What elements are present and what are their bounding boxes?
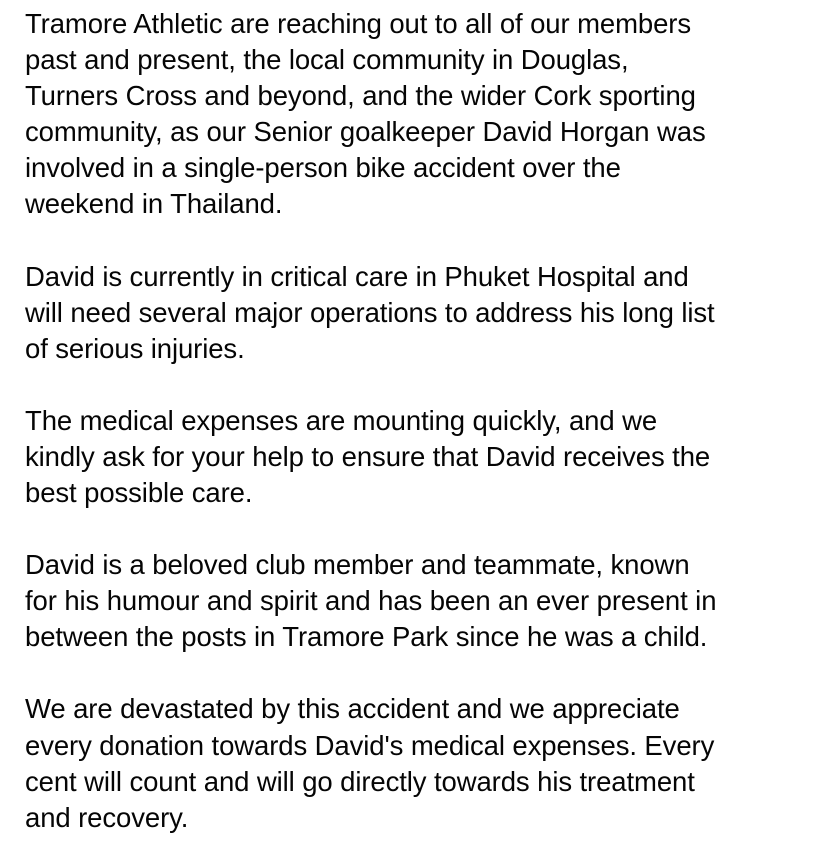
text-line: weekend in Thailand.	[25, 188, 283, 220]
text-line: Tramore Athletic are reaching out to all of our members	[25, 8, 692, 39]
text-line: kindly ask for your help to ensure that David receives the	[25, 440, 711, 472]
text-line: best possible care.	[25, 477, 253, 509]
paragraph-about-david	[25, 547, 825, 655]
text-line: involved in a single-person bike accident over the	[25, 152, 621, 184]
paragraph-expenses	[25, 403, 825, 511]
text-line: Turners Cross and beyond, and the wider Cork sporting	[25, 80, 696, 112]
text-line: every donation towards David's medical expenses. Every	[25, 729, 715, 761]
text-line: will need several major operations to address his long list	[25, 296, 715, 328]
text-line: cent will count and will go directly towards his treatment	[25, 765, 695, 797]
text-line: past and present, the local community in Douglas,	[25, 44, 629, 76]
paragraph-donation	[25, 691, 825, 835]
text-line: between the posts in Tramore Park since he was a child.	[25, 621, 708, 653]
text-line: for his humour and spirit and has been an ever present in	[25, 585, 717, 617]
text-line: and recovery.	[25, 801, 189, 833]
paragraph-condition	[25, 259, 825, 367]
post-body-text	[25, 6, 825, 836]
text-line: of serious injuries.	[25, 332, 245, 364]
text-line: David is currently in critical care in Phuket Hospital and	[25, 260, 689, 292]
text-line: We are devastated by this accident and we appreciate	[25, 693, 680, 725]
paragraph-appeal	[25, 6, 825, 223]
text-line: community, as our Senior goalkeeper David Horgan was	[25, 116, 706, 148]
text-line: The medical expenses are mounting quickly, and we	[25, 404, 658, 436]
text-line: David is a beloved club member and teammate, known	[25, 549, 690, 581]
